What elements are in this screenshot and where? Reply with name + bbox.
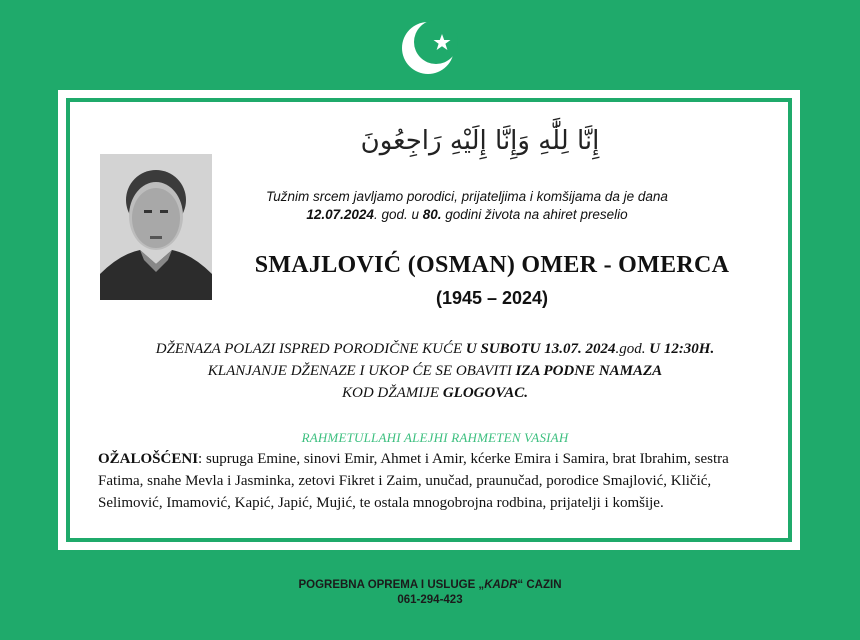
footer-company-c: “ CAZIN	[517, 579, 562, 591]
footer-company-kadr: KADR	[484, 579, 518, 591]
mourners-list: : supruga Emine, sinovi Emir, Ahmet i Amir, kćerke Emira i Samira, brat Ibrahim, sestra Fatima, snahe Mevla i Jasminka, zetovi Fikret i Zaim, unučad, praunučad, porodice Smajlović, Kličić, Selimović, Imamović, Kapić, Japić, Mujić, te ostala mnogobrojna rodbina, prijatelji i komšije.	[98, 451, 729, 511]
portrait-photo	[100, 154, 212, 300]
intro-end: godini života na ahiret preselio	[441, 207, 628, 222]
intro-text	[232, 188, 702, 224]
footer-phone: 061-294-423	[397, 594, 463, 606]
life-years: (1945 – 2024)	[435, 288, 549, 308]
footer-company-a: POGREBNA OPREMA I USLUGE „	[298, 579, 485, 591]
funeral-god: .god.	[615, 341, 650, 357]
mourners-label: OŽALOŠĆENI	[98, 451, 199, 467]
intro-mid: . god. u	[373, 207, 423, 222]
funeral-day: U SUBOTU 13.07. 2024	[465, 341, 616, 357]
death-date: 12.07.2024	[306, 207, 374, 222]
card-border	[66, 98, 792, 542]
funeral-time: U 12:30H.	[649, 341, 715, 357]
crescent-star-icon	[398, 14, 462, 78]
deceased-name: SMAJLOVIĆ (OSMAN) OMER - OMERCA	[254, 252, 730, 278]
arabic-verse: إِنَّا لِلَّٰهِ وَإِنَّا إِلَيْهِ رَاجِعُونَ	[360, 126, 600, 156]
age: 80.	[422, 207, 442, 222]
footer	[230, 578, 630, 608]
mourners-text	[98, 448, 774, 514]
funeral-p2: KLANJANJE DŽENAZE I UKOP ĆE SE OBAVITI	[207, 363, 516, 379]
funeral-details	[90, 338, 780, 404]
funeral-p1: DŽENAZA POLAZI ISPRED PORODIČNE KUĆE	[155, 341, 466, 357]
funeral-prayer: IZA PODNE NAMAZA	[515, 363, 663, 379]
obituary-card	[58, 90, 800, 550]
intro-line1: Tužnim srcem javljamo porodici, prijateljima i komšijama da je dana	[266, 189, 668, 204]
rahmet-line: RAHMETULLAHI ALEJHI RAHMETEN VASIAH	[301, 430, 569, 445]
mosque-name: GLOGOVAC.	[442, 385, 528, 401]
funeral-p3: KOD DŽAMIJE	[342, 385, 443, 401]
